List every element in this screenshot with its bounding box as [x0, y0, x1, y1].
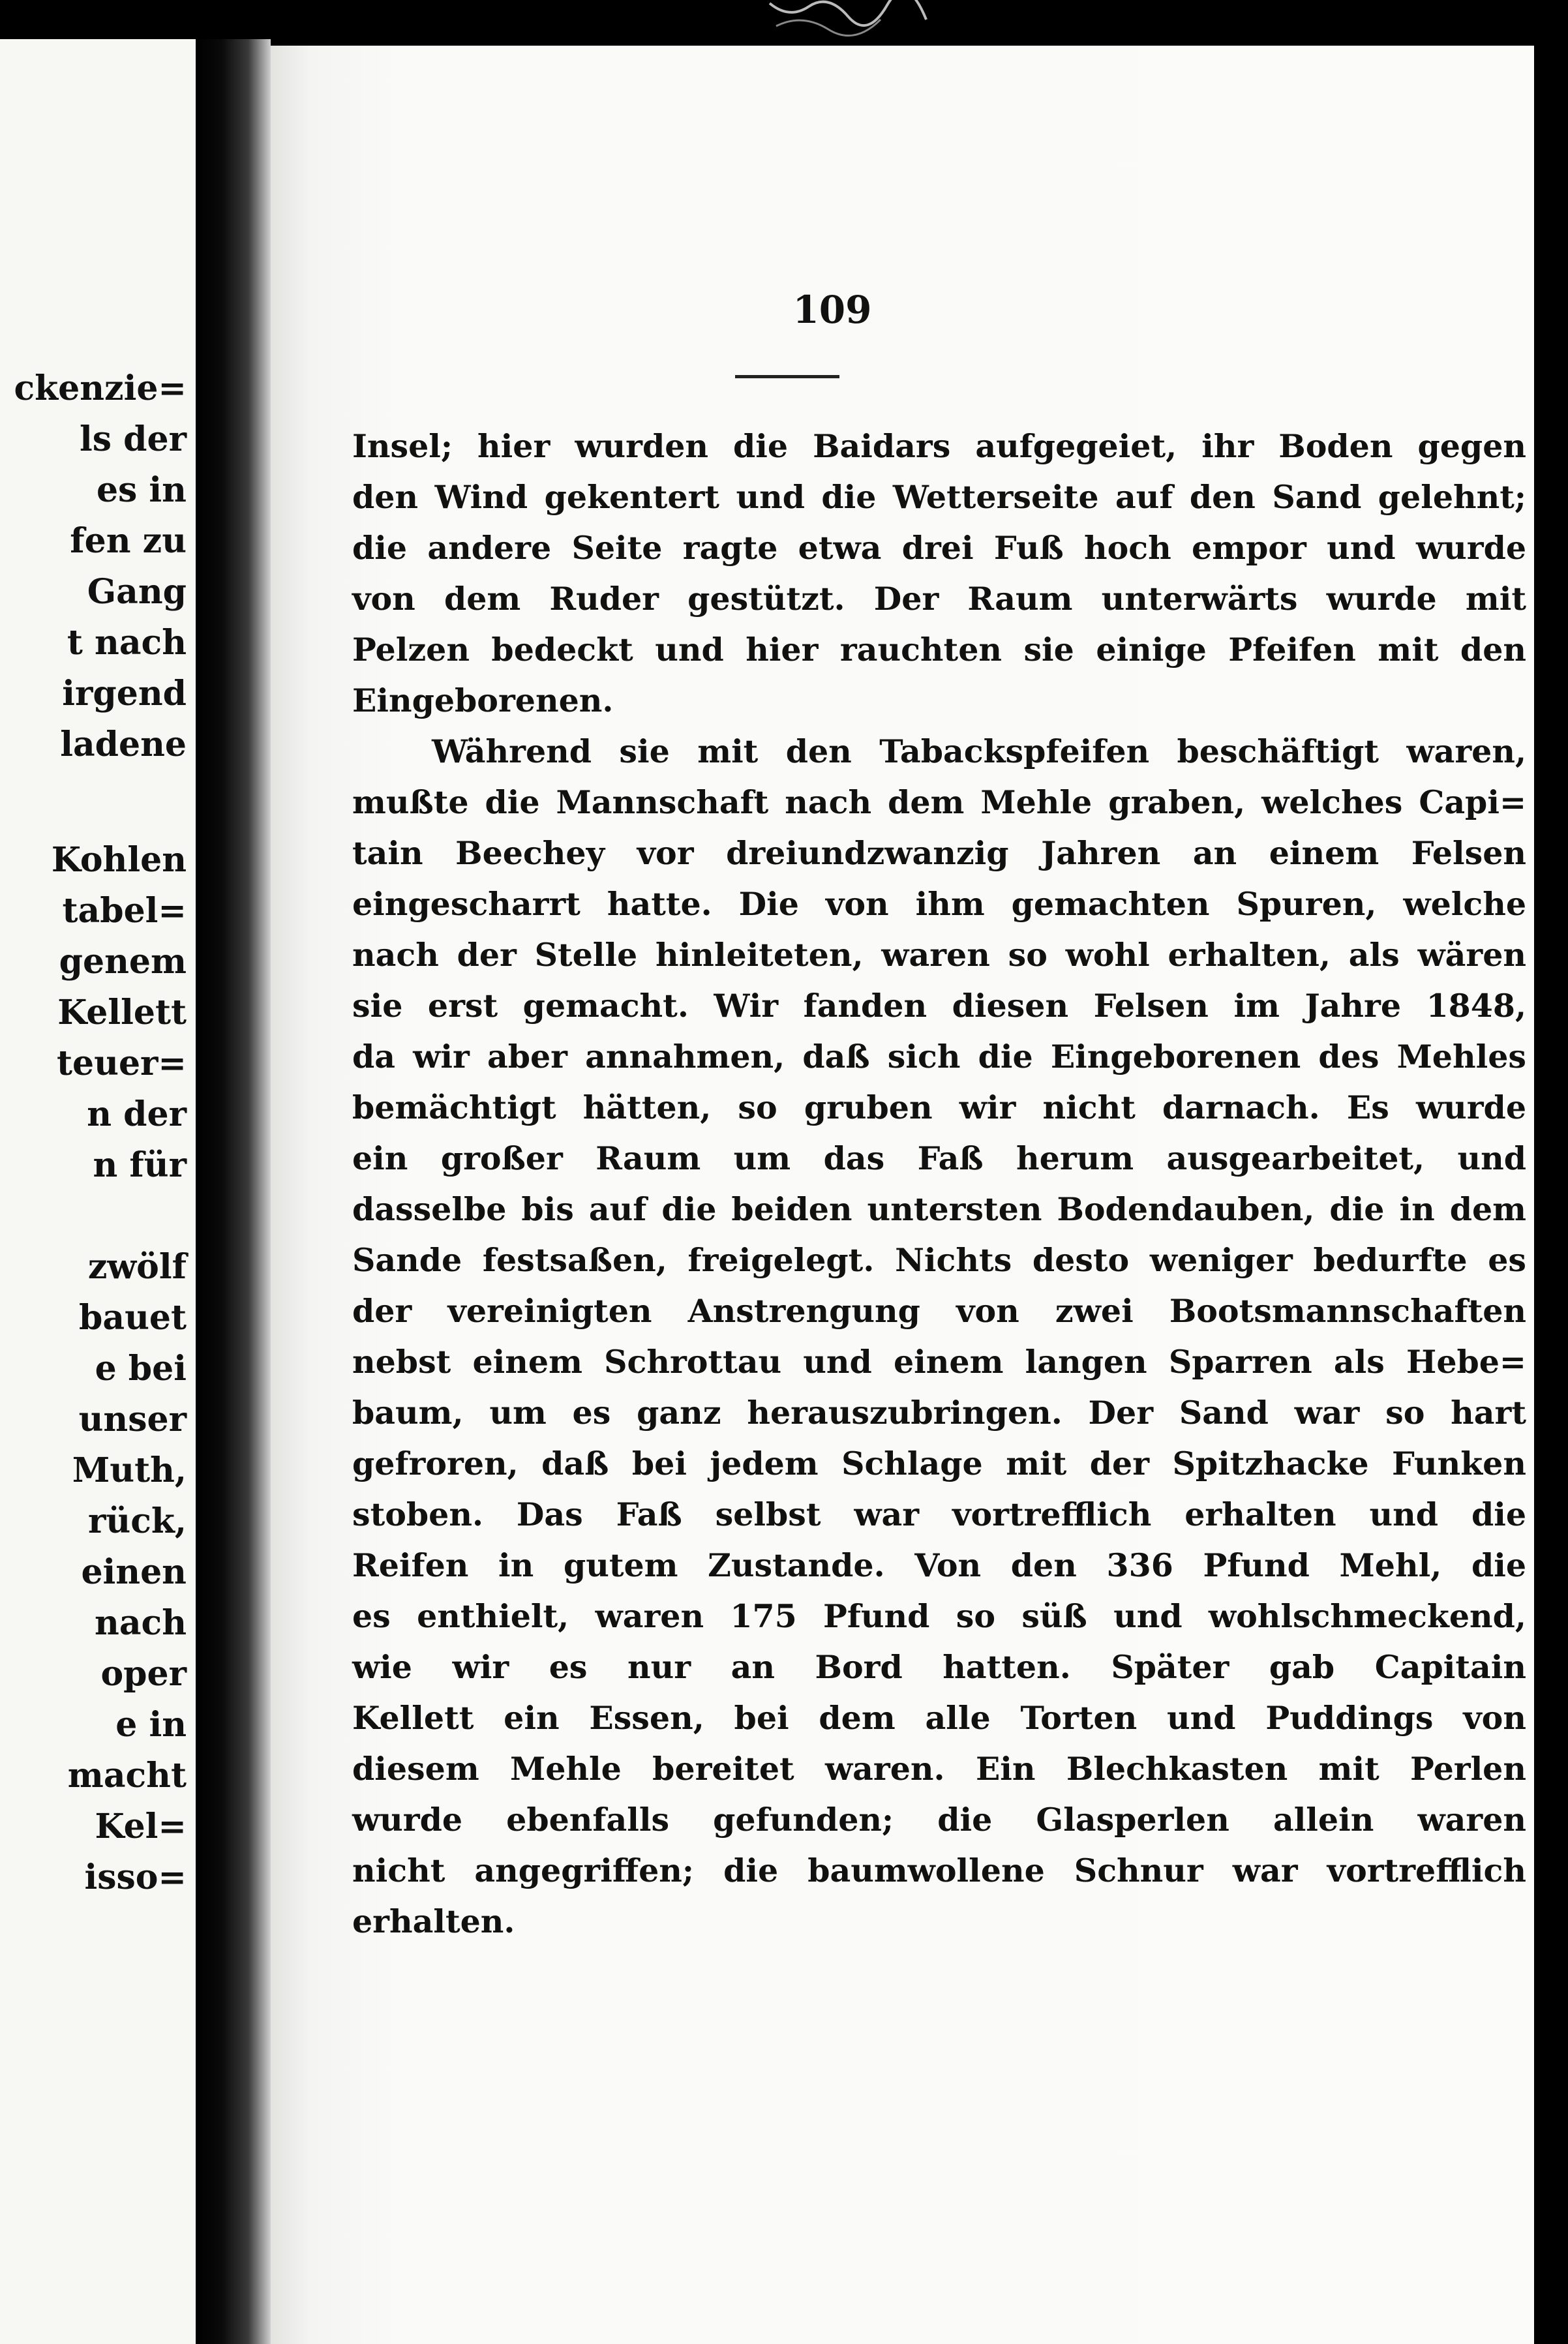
text-line: den Wind gekentert und die Wetterseite auf den Sand gelehnt;: [352, 478, 1526, 516]
left-page-fragment: teuer=: [57, 1044, 187, 1083]
text-line: baum, um es ganz herauszubringen. Der Sand war so hart: [352, 1394, 1526, 1432]
left-page-fragment: es in: [96, 470, 187, 510]
text-line: stoben. Das Faß selbst war vortrefflich erhalten und die: [352, 1495, 1526, 1533]
text-line: nicht angegriffen; die baumwollene Schnur war vortrefflich: [352, 1852, 1526, 1889]
left-page-fragment: genem: [59, 942, 187, 982]
text-line: Während sie mit den Tabackspfeifen beschäftigt waren,: [432, 732, 1526, 770]
text-line: Insel; hier wurden die Baidars aufgegeiet, ihr Boden gegen: [352, 427, 1526, 465]
page-number-rule: [735, 375, 839, 378]
text-line: nach der Stelle hinleiteten, waren so wohl erhalten, als wären: [352, 936, 1526, 974]
left-page-fragment: tabel=: [62, 891, 187, 931]
left-page-fragment: e bei: [95, 1349, 187, 1389]
text-line: Eingeborenen.: [352, 682, 614, 719]
left-page-fragment: bauet: [79, 1298, 187, 1338]
left-page-fragment: Kellett: [57, 993, 187, 1032]
left-page-fragment: oper: [100, 1654, 187, 1694]
text-line: Kellett ein Essen, bei dem alle Torten und Puddings von: [352, 1699, 1526, 1737]
book-gutter: [196, 39, 271, 2344]
text-line: Sande festsaßen, freigelegt. Nichts desto weniger bedurfte es: [352, 1241, 1526, 1279]
left-page-fragment: zwölf: [87, 1247, 187, 1287]
text-line: eingescharrt hatte. Die von ihm gemachten Spuren, welche: [352, 885, 1526, 923]
right-page: [271, 46, 1534, 2344]
left-page-fragment: ls der: [80, 419, 187, 459]
text-line: bemächtigt hätten, so gruben wir nicht darnach. Es wurde: [352, 1089, 1526, 1126]
left-page-fragment: e in: [115, 1705, 187, 1745]
text-line: dasselbe bis auf die beiden untersten Bodendauben, die in dem: [352, 1190, 1526, 1228]
text-line: nebst einem Schrottau und einem langen Sparren als Hebe=: [352, 1343, 1526, 1381]
page-number: 109: [792, 288, 872, 332]
text-line: da wir aber annahmen, daß sich die Eingeborenen des Mehles: [352, 1038, 1526, 1075]
left-page-fragment: rück,: [88, 1501, 187, 1541]
left-page-fragment: einen: [81, 1552, 187, 1592]
left-page-fragment: Kohlen: [51, 840, 187, 880]
scan-border: [1534, 46, 1568, 2344]
left-page: [0, 39, 196, 2344]
text-line: wie wir es nur an Bord hatten. Später gab Capitain: [352, 1648, 1526, 1686]
text-line: der vereinigten Anstrengung von zwei Bootsmannschaften: [352, 1292, 1526, 1330]
left-page-fragment: Kel=: [95, 1807, 187, 1846]
text-line: es enthielt, waren 175 Pfund so süß und wohlschmeckend,: [352, 1597, 1526, 1635]
left-page-fragment: n für: [93, 1145, 187, 1185]
left-page-fragment: Gang: [87, 572, 187, 612]
left-page-fragment: t nach: [67, 623, 187, 663]
left-page-fragment: ladene: [60, 725, 187, 764]
text-line: ein großer Raum um das Faß herum ausgearbeitet, und: [352, 1139, 1526, 1177]
text-line: Reifen in gutem Zustande. Von den 336 Pfund Mehl, die: [352, 1546, 1526, 1584]
left-page-fragment: ckenzie=: [14, 368, 187, 408]
left-page-fragment: n der: [87, 1094, 187, 1134]
left-page-fragment: isso=: [84, 1857, 187, 1897]
text-line: von dem Ruder gestützt. Der Raum unterwärts wurde mit: [352, 580, 1526, 618]
text-line: diesem Mehle bereitet waren. Ein Blechkasten mit Perlen: [352, 1750, 1526, 1788]
left-page-fragment: fen zu: [70, 521, 187, 561]
text-line: erhalten.: [352, 1902, 515, 1940]
left-page-fragment: unser: [78, 1400, 187, 1439]
left-page-fragment: Muth,: [72, 1450, 187, 1490]
text-line: die andere Seite ragte etwa drei Fuß hoch empor und wurde: [352, 529, 1526, 567]
text-line: tain Beechey vor dreiundzwanzig Jahren an einem Felsen: [352, 834, 1526, 872]
scan-artifact: [763, 0, 933, 39]
text-line: gefroren, daß bei jedem Schlage mit der Spitzhacke Funken: [352, 1445, 1526, 1482]
text-line: sie erst gemacht. Wir fanden diesen Felsen im Jahre 1848,: [352, 987, 1526, 1025]
left-page-fragment: nach: [95, 1603, 187, 1643]
left-page-fragment: irgend: [62, 674, 187, 714]
text-line: mußte die Mannschaft nach dem Mehle graben, welches Capi=: [352, 783, 1526, 821]
text-line: wurde ebenfalls gefunden; die Glasperlen allein waren: [352, 1801, 1526, 1839]
left-page-fragment: macht: [67, 1756, 187, 1796]
text-line: Pelzen bedeckt und hier rauchten sie einige Pfeifen mit den: [352, 631, 1526, 669]
